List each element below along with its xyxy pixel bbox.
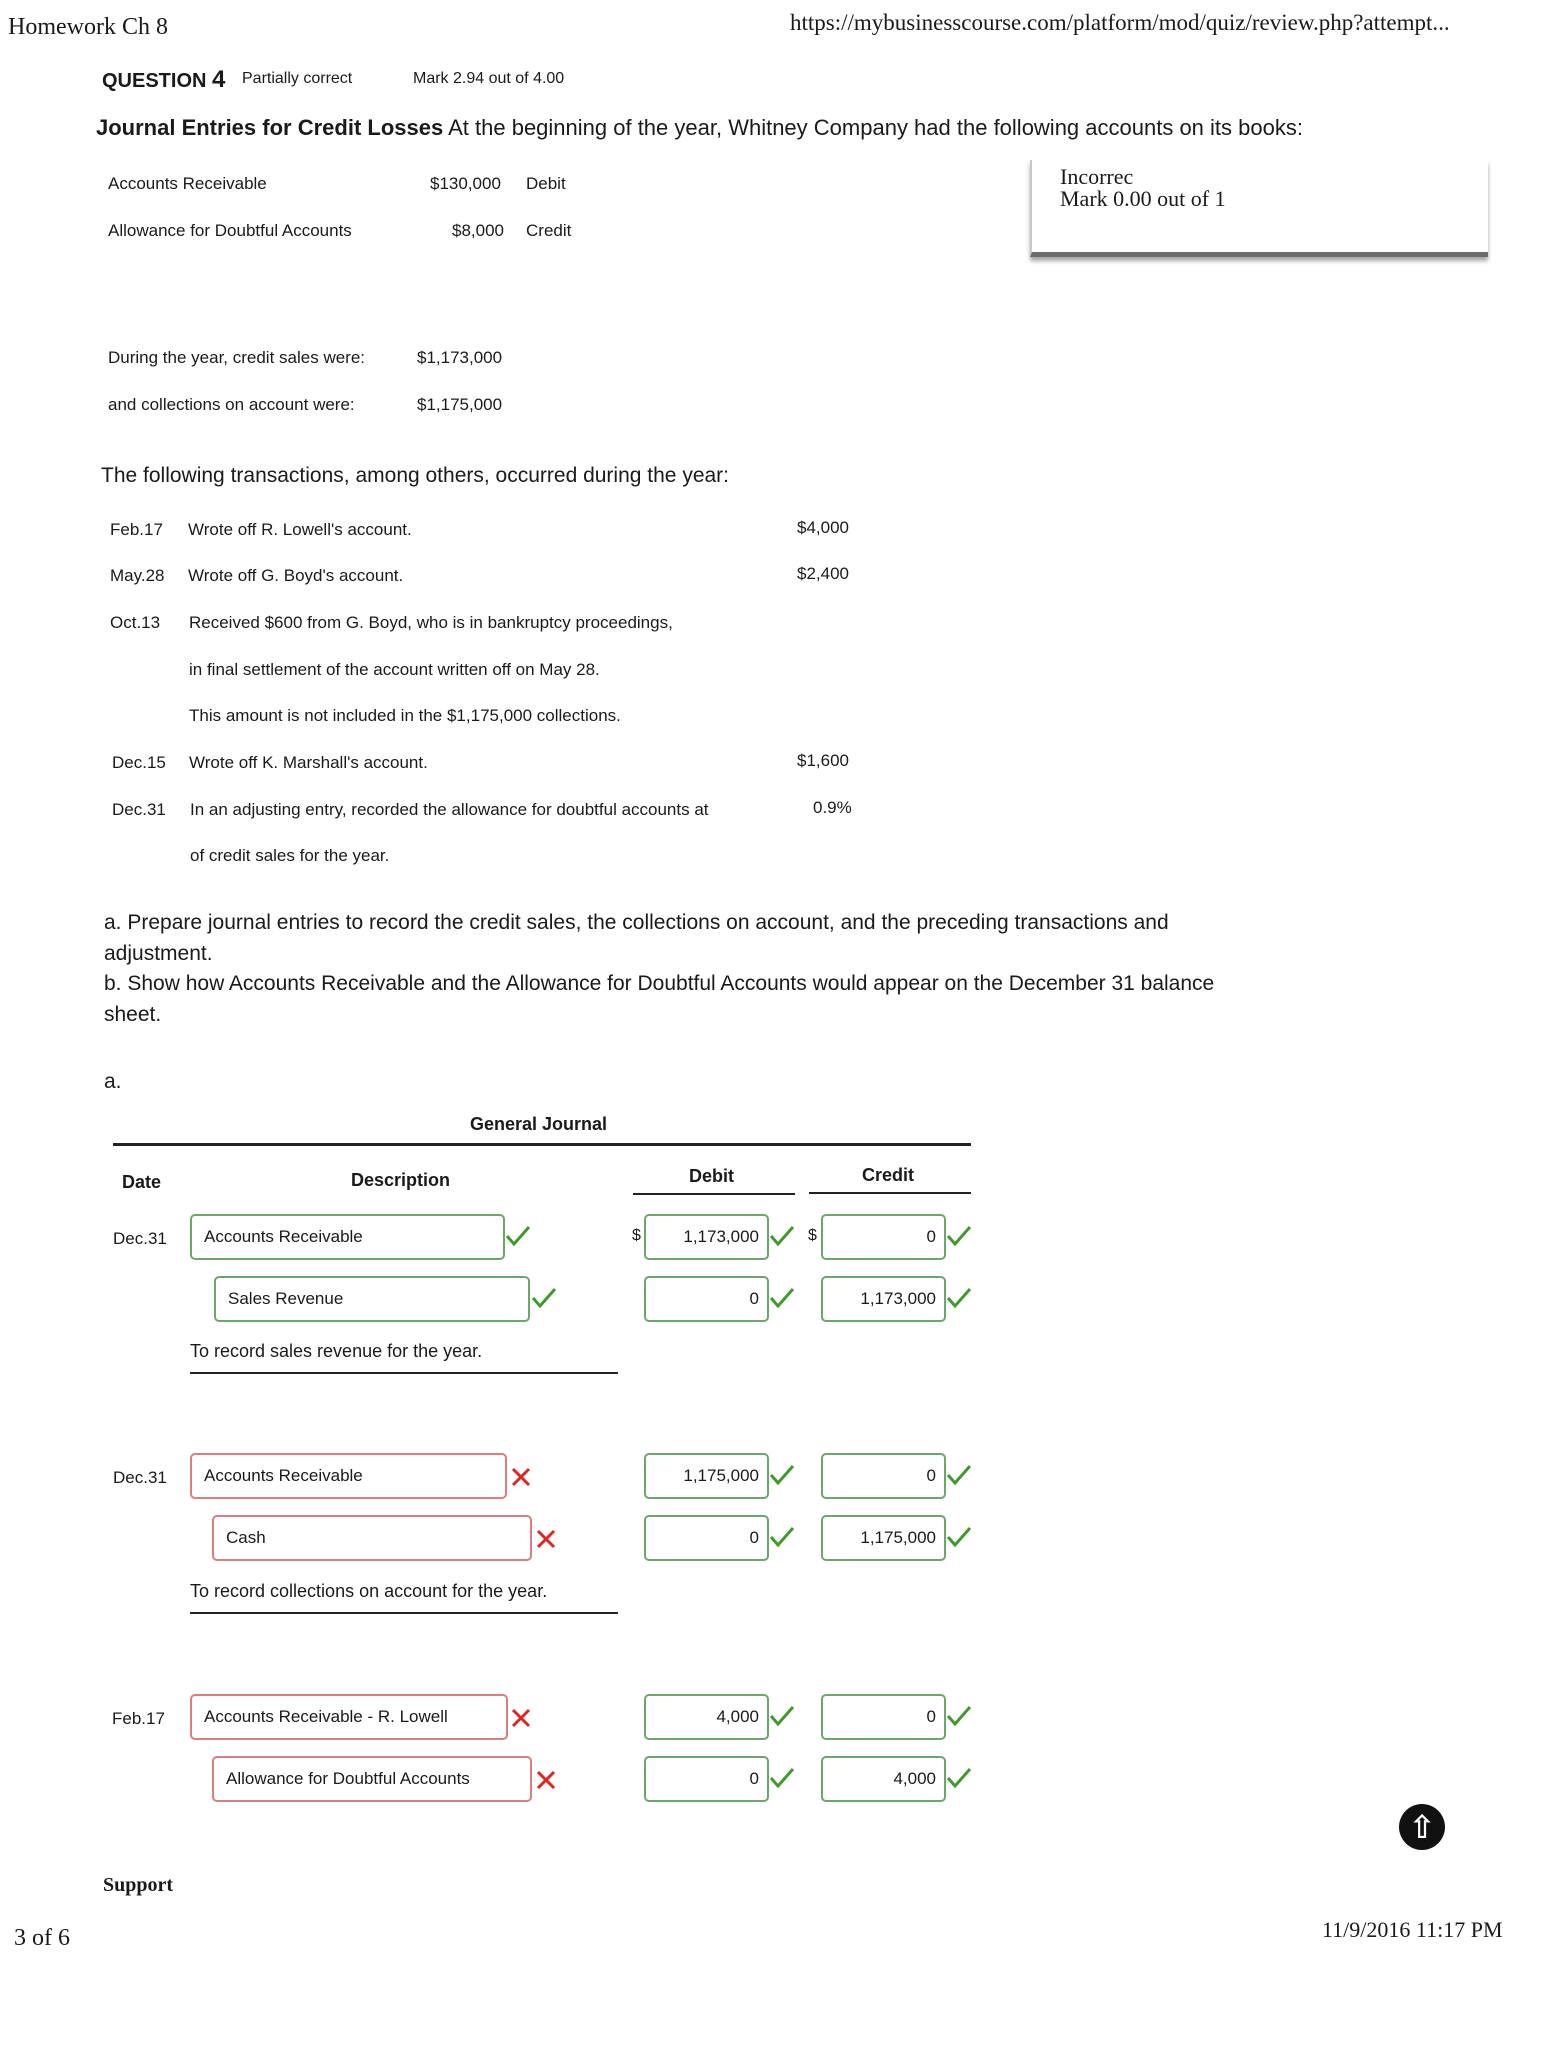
balance-side: Debit: [526, 174, 566, 193]
check-icon: [768, 1463, 796, 1492]
part-label: a.: [104, 1070, 122, 1093]
account-field[interactable]: [190, 1694, 508, 1740]
cross-icon: [510, 1466, 532, 1493]
account-field[interactable]: [214, 1276, 530, 1322]
cross-icon: [535, 1528, 557, 1555]
col-description: Description: [351, 1170, 451, 1190]
dollar-sign: $: [808, 1227, 817, 1244]
account-field[interactable]: [212, 1756, 532, 1802]
account-value: Accounts Receivable: [204, 1466, 363, 1485]
support-link[interactable]: Support: [103, 1874, 174, 1896]
debit-field[interactable]: [644, 1214, 769, 1260]
credit-field[interactable]: [821, 1694, 946, 1740]
page-counter: 3 of 6: [14, 1925, 70, 1951]
transaction-text: Wrote off G. Boyd's account.: [188, 566, 404, 585]
account-value: Sales Revenue: [228, 1289, 344, 1308]
debit-field[interactable]: [644, 1694, 769, 1740]
credit-field[interactable]: [821, 1515, 946, 1561]
credit-value: 1,173,000: [860, 1289, 936, 1308]
credit-field[interactable]: [821, 1756, 946, 1802]
transactions-intro: The following transactions, among others, occurred during the year:: [101, 464, 730, 487]
account-field[interactable]: [212, 1515, 532, 1561]
balance-account: Allowance for Doubtful Accounts: [108, 221, 352, 240]
balance-amount: $130,000: [430, 174, 501, 193]
question-mark: Mark 2.94 out of 4.00: [413, 70, 565, 87]
debit-field[interactable]: [644, 1453, 769, 1499]
col-credit: Credit: [862, 1165, 915, 1185]
transaction-amount: $1,600: [797, 751, 849, 770]
question-title-text: At the beginning of the year, Whitney Company had the following accounts on its books:: [448, 115, 1303, 140]
debit-value: 1,175,000: [683, 1466, 759, 1485]
credit-value: 0: [926, 1227, 936, 1246]
debit-value: 4,000: [716, 1707, 759, 1726]
dollar-sign: $: [632, 1227, 641, 1244]
credit-underline: [809, 1192, 971, 1194]
credit-value: 4,000: [893, 1769, 936, 1788]
account-value: Accounts Receivable - R. Lowell: [204, 1707, 448, 1726]
transaction-text: Received $600 from G. Boyd, who is in bankruptcy proceedings,: [189, 613, 673, 632]
question-status: Partially correct: [242, 70, 353, 87]
feedback-popup: [1030, 160, 1488, 257]
instruction-b-cont: sheet.: [104, 1003, 162, 1026]
collections-label: and collections on account were:: [108, 395, 355, 414]
debit-field[interactable]: [644, 1276, 769, 1322]
check-icon: [945, 1704, 973, 1733]
col-debit: Debit: [689, 1166, 734, 1186]
check-icon: [945, 1463, 973, 1492]
credit-field[interactable]: [821, 1453, 946, 1499]
account-value: Allowance for Doubtful Accounts: [226, 1769, 470, 1788]
transaction-text: Wrote off K. Marshall's account.: [189, 753, 428, 772]
cross-icon: [510, 1707, 532, 1734]
print-datetime: 11/9/2016 11:17 PM: [1322, 1917, 1503, 1942]
entry-memo: To record collections on account for the year.: [190, 1581, 548, 1601]
instruction-a: a. Prepare journal entries to record the credit sales, the collections on account, and the preceding transactions and: [104, 911, 1169, 934]
check-icon: [530, 1286, 558, 1315]
credit-value: 0: [926, 1707, 936, 1726]
question-title: [96, 115, 1303, 141]
transaction-date: May.28: [110, 566, 165, 585]
debit-value: 0: [749, 1528, 759, 1547]
transaction-text: This amount is not included in the $1,175,000 collections.: [189, 706, 621, 725]
instruction-b: b. Show how Accounts Receivable and the Allowance for Doubtful Accounts would appear on the December 31 balance: [104, 972, 1215, 995]
account-field[interactable]: [190, 1453, 507, 1499]
transaction-amount: $4,000: [797, 518, 849, 537]
transaction-text: Wrote off R. Lowell's account.: [188, 520, 412, 539]
balance-amount: $8,000: [452, 221, 504, 240]
question-title-bold: Journal Entries for Credit Losses: [96, 115, 444, 140]
check-icon: [945, 1525, 973, 1554]
check-icon: [768, 1224, 796, 1253]
check-icon: [945, 1286, 973, 1315]
credit-sales-value: $1,173,000: [417, 348, 503, 367]
debit-value: 0: [749, 1289, 759, 1308]
feedback-status: Incorrec: [1060, 164, 1134, 189]
arrow-up-icon[interactable]: ⇧: [1399, 1804, 1445, 1850]
transaction-date: Oct.13: [110, 613, 161, 632]
debit-value: 0: [749, 1769, 759, 1788]
credit-field[interactable]: [821, 1214, 946, 1260]
account-value: Accounts Receivable: [204, 1227, 363, 1246]
window-title: Homework Ch 8: [8, 14, 168, 40]
transaction-amount: 0.9%: [813, 798, 852, 817]
check-icon: [768, 1286, 796, 1315]
debit-value: 1,173,000: [683, 1227, 759, 1246]
check-icon: [768, 1704, 796, 1733]
balance-side: Credit: [526, 221, 572, 240]
question-heading: [102, 66, 225, 94]
check-icon: [768, 1766, 796, 1795]
credit-value: 0: [926, 1466, 936, 1485]
journal-rule: [113, 1143, 971, 1146]
credit-value: 1,175,000: [860, 1528, 936, 1547]
cross-icon: [535, 1769, 557, 1796]
transaction-date: Dec.15: [112, 753, 166, 772]
entry-memo: To record sales revenue for the year.: [190, 1341, 483, 1361]
collections-value: $1,175,000: [417, 395, 503, 414]
account-field[interactable]: [190, 1214, 505, 1260]
balance-account: Accounts Receivable: [108, 174, 267, 193]
transaction-amount: $2,400: [797, 564, 849, 583]
transaction-date: Feb.17: [110, 520, 163, 539]
transaction-text: of credit sales for the year.: [190, 846, 390, 865]
credit-field[interactable]: [821, 1276, 946, 1322]
transaction-text: in final settlement of the account written off on May 28.: [189, 660, 600, 679]
check-icon: [768, 1525, 796, 1554]
debit-field[interactable]: [644, 1756, 769, 1802]
account-value: Cash: [226, 1528, 266, 1547]
debit-field[interactable]: [644, 1515, 769, 1561]
question-number: 4: [212, 66, 226, 93]
journal-title: General Journal: [470, 1114, 608, 1134]
entry-date: Dec.31: [113, 1229, 167, 1248]
question-label: QUESTION: [102, 70, 207, 92]
instruction-a-cont: adjustment.: [104, 942, 213, 965]
check-icon: [504, 1224, 532, 1253]
transaction-date: Dec.31: [112, 800, 166, 819]
entry-date: Dec.31: [113, 1468, 167, 1487]
check-icon: [945, 1766, 973, 1795]
debit-underline: [633, 1193, 795, 1195]
col-date: Date: [122, 1172, 162, 1192]
transaction-text: In an adjusting entry, recorded the allowance for doubtful accounts at: [190, 800, 709, 819]
check-icon: [945, 1224, 973, 1253]
page-url: https://mybusinesscourse.com/platform/mod/quiz/review.php?attempt...: [790, 10, 1450, 35]
memo-underline: [190, 1372, 618, 1374]
memo-underline: [190, 1612, 618, 1614]
feedback-mark: Mark 0.00 out of 1: [1060, 186, 1226, 211]
credit-sales-label: During the year, credit sales were:: [108, 348, 366, 367]
entry-date: Feb.17: [112, 1709, 165, 1728]
